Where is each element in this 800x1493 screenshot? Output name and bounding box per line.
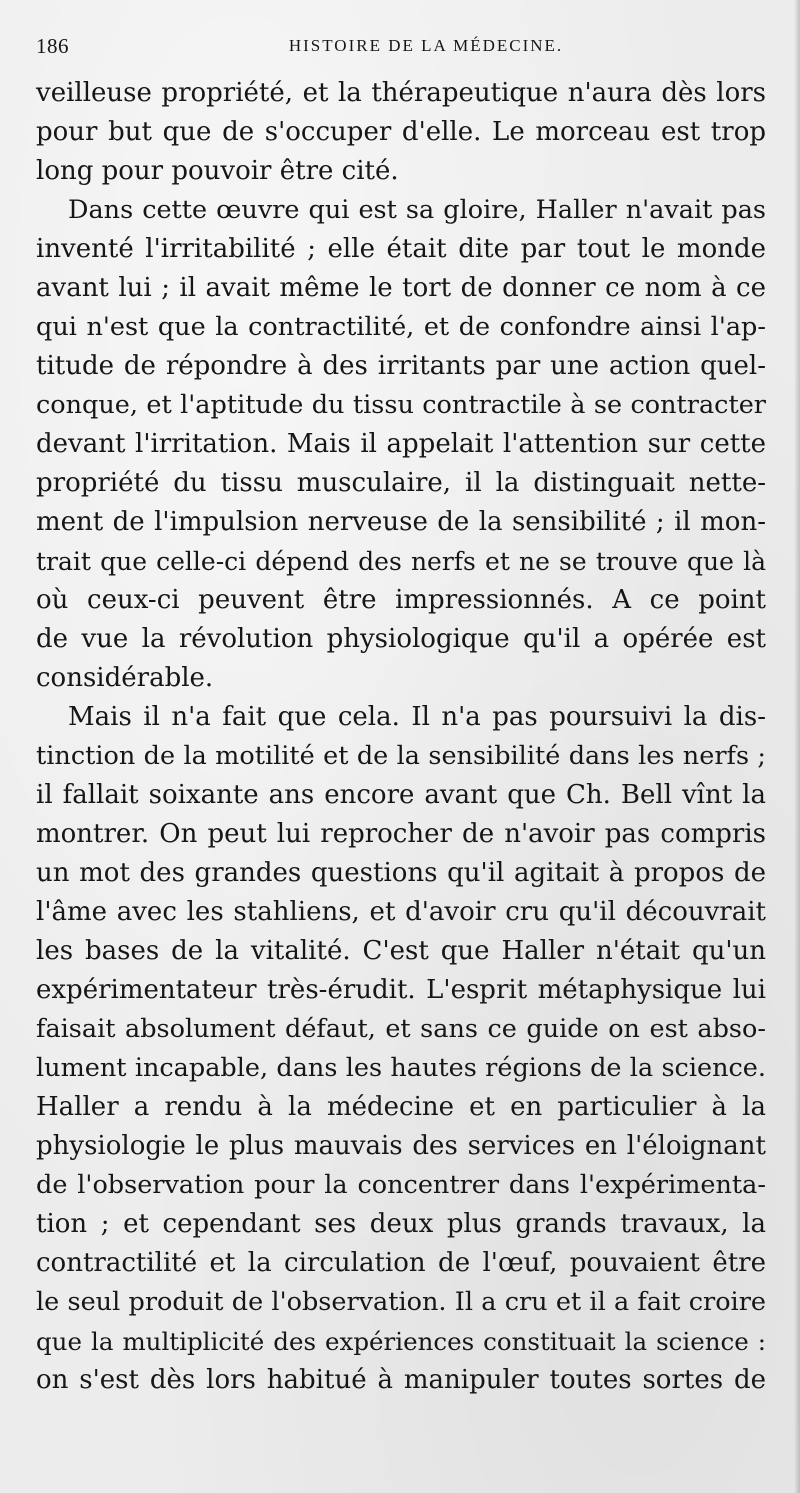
text-line: inventé l'irritabilité ; elle était dite par tout le monde [36, 234, 766, 264]
page-edge-shadow [794, 0, 800, 1493]
text-line: de vue la révolution physiologique qu'il a opérée est [36, 624, 766, 654]
text-line: avant lui ; il avait même le tort de donner ce nom à ce [36, 273, 766, 303]
text-line: contractilité et la circulation de l'œuf, pouvaient être [36, 1248, 766, 1278]
text-line: où ceux-ci peuvent être impressionnés. A ce point [36, 585, 766, 615]
text-line: Mais il n'a fait que cela. Il n'a pas poursuivi la dis- [68, 702, 766, 732]
text-line: on s'est dès lors habitué à manipuler toutes sortes de [36, 1365, 766, 1395]
text-line: Dans cette œuvre qui est sa gloire, Haller n'avait pas [68, 195, 766, 225]
text-line: tinction de la motilité et de la sensibilité dans les nerfs ; [36, 741, 766, 771]
running-head [36, 34, 764, 62]
text-line: physiologie le plus mauvais des services en l'éloignant [36, 1131, 766, 1161]
text-line: veilleuse propriété, et la thérapeutique n'aura dès lors [36, 78, 766, 108]
text-line: le seul produit de l'observation. Il a cru et il a fait croire [36, 1287, 766, 1317]
text-line: que la multiplicité des expériences constituait la science : [36, 1327, 766, 1356]
text-line: trait que celle-ci dépend des nerfs et ne se trouve que là [36, 547, 766, 576]
text-line: qui n'est que la contractilité, et de confondre ainsi l'ap- [36, 312, 766, 342]
text-body [36, 74, 766, 1400]
paragraph-2 [36, 191, 766, 698]
paragraph-1 [36, 74, 766, 191]
text-line: devant l'irritation. Mais il appelait l'attention sur cette [36, 429, 766, 459]
text-line: l'âme avec les stahliens, et d'avoir cru qu'il découvrait [36, 897, 766, 927]
running-title: HISTOIRE DE LA MÉDECINE. [288, 36, 564, 55]
text-line: Haller a rendu à la médecine et en particulier à la [36, 1092, 766, 1122]
text-line: il fallait soixante ans encore avant que Ch. Bell vînt la [36, 780, 766, 810]
paragraph-3 [36, 698, 766, 1400]
page-number: 186 [36, 34, 69, 58]
text-line: conque, et l'aptitude du tissu contractile à se contracter [36, 390, 766, 420]
text-line: tion ; et cependant ses deux plus grands travaux, la [36, 1209, 766, 1239]
text-line: montrer. On peut lui reprocher de n'avoir pas compris [36, 819, 766, 849]
text-line: pour but que de s'occuper d'elle. Le morceau est trop [36, 117, 766, 147]
text-line: titude de répondre à des irritants par une action quel- [36, 351, 766, 381]
text-line: considérable. [36, 663, 214, 693]
text-line: un mot des grandes questions qu'il agitait à propos de [36, 858, 766, 888]
text-line: lument incapable, dans les hautes régions de la science. [36, 1053, 766, 1083]
text-line: propriété du tissu musculaire, il la distinguait nette- [36, 468, 766, 498]
text-line: ment de l'impulsion nerveuse de la sensibilité ; il mon- [36, 507, 766, 537]
text-line: expérimentateur très-érudit. L'esprit métaphysique lui [36, 975, 766, 1005]
text-line: de l'observation pour la concentrer dans l'expérimenta- [36, 1170, 766, 1200]
text-line: long pour pouvoir être cité. [36, 156, 399, 186]
text-line: faisait absolument défaut, et sans ce guide on est abso- [36, 1014, 766, 1044]
text-line: les bases de la vitalité. C'est que Haller n'était qu'un [36, 936, 766, 966]
